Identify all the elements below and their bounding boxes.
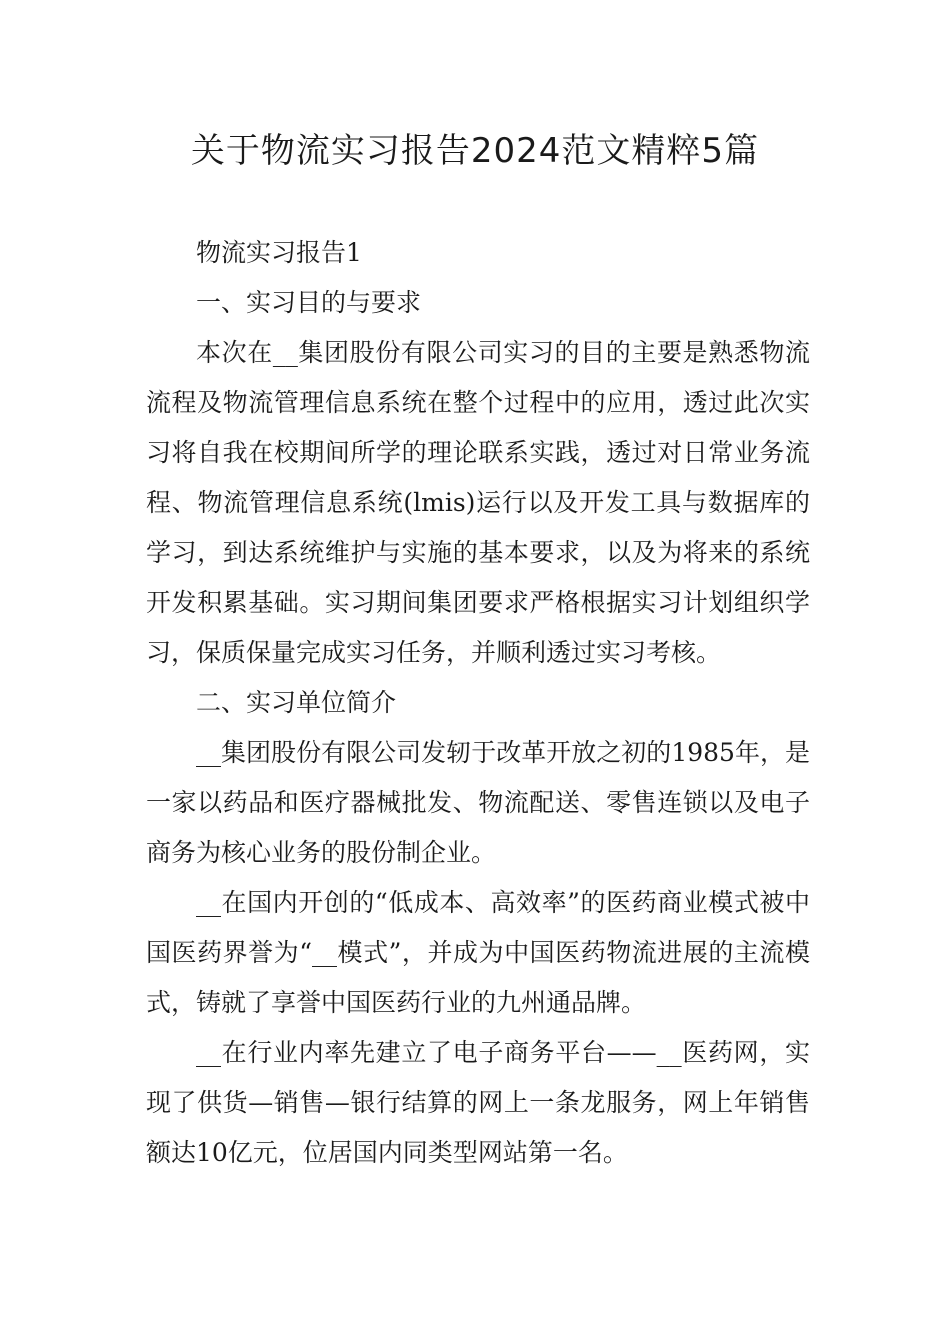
paragraph-business-model: __在国内开创的“低成本、高效率”的医药商业模式被中国医药界誉为“__模式”，并成为中国医药物流进展的主流模式，铸就了享誉中国医药行业的九州通品牌。 xyxy=(146,888,810,1017)
section-title: 物流实习报告1 xyxy=(196,238,362,267)
paragraph-company-history: __集团股份有限公司发轫于改革开放之初的1985年，是一家以药品和医疗器械批发、物流配送、零售连锁以及电子商务为核心业务的股份制企业。 xyxy=(146,738,810,867)
heading-company-intro: 二、实习单位简介 xyxy=(196,688,397,717)
heading-purpose: 一、实习目的与要求 xyxy=(196,288,422,317)
paragraph-purpose: 本次在__集团股份有限公司实习的目的主要是熟悉物流流程及物流管理信息系统在整个过程中的应用，透过此次实习将自我在校期间所学的理论联系实践，透过对日常业务流程、物流管理信息系统(lmis)运行以及开发工具与数据库的学习，到达系统维护与实施的基本要求，以及为将来的系统开发积累基础。实习期间集团要求严格根据实习计划组织学习，保质保量完成实习任务，并顺利透过实习考核。 xyxy=(146,338,810,667)
document-title: 关于物流实习报告2024范文精粹5篇 xyxy=(190,131,760,171)
document-body xyxy=(146,228,810,1178)
paragraph-ecommerce: __在行业内率先建立了电子商务平台——__医药网，实现了供货—销售—银行结算的网上一条龙服务，网上年销售额达10亿元，位居国内同类型网站第一名。 xyxy=(146,1038,810,1167)
